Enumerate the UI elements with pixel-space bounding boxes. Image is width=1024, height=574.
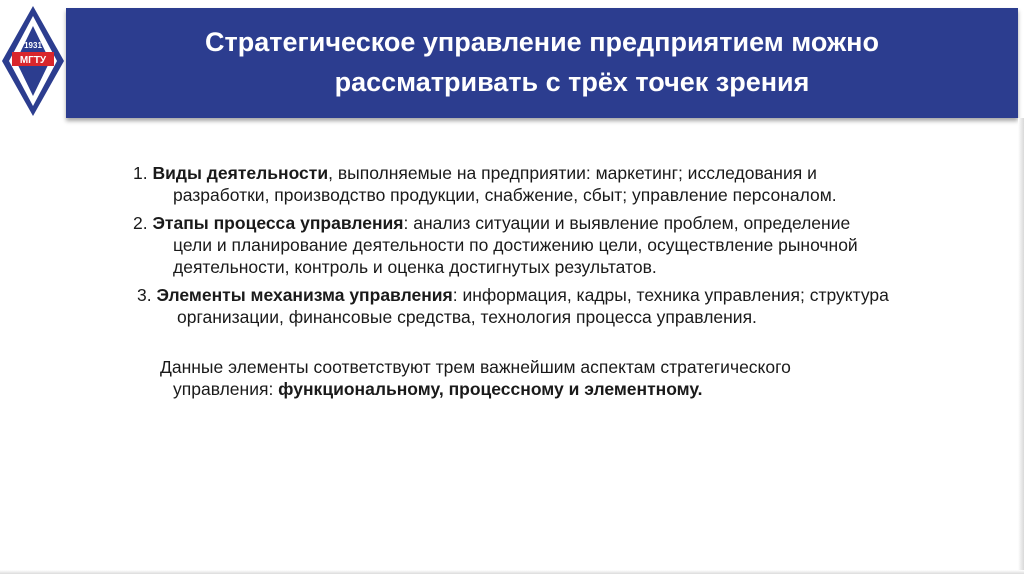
title-line-1: Стратегическое управление предприятием можно (205, 27, 879, 57)
header-bar (66, 8, 1018, 118)
slide-title (66, 22, 1018, 102)
item-text: , выполняемые на предприятии: маркетинг; исследования и разработки, производство продукции, снабжение, сбыт; управление персоналом. (173, 163, 837, 205)
list-item: 3. Элементы механизма управления: информация, кадры, техника управления; структура организации, финансовые средства, технология процесса управления. (137, 285, 889, 327)
svg-text:1931: 1931 (24, 41, 42, 50)
list-item: 2. Этапы процесса управления: анализ ситуации и выявление проблем, определение цели и планирование деятельности по достижению цели, осуществление рыночной деятельности, контроль и оценка достигнутых результатов. (133, 213, 858, 277)
slide-content (133, 162, 893, 418)
page-bottom-shadow (0, 570, 1024, 574)
summary-text: Данные элементы соответствуют трем важнейшим аспектам стратегического управления: (160, 357, 791, 399)
page-edge-shadow (1018, 118, 1024, 574)
university-logo-icon (0, 4, 66, 118)
svg-text:МГТУ: МГТУ (19, 55, 47, 66)
item-text: : информация, кадры, техника управления; структура организации, финансовые средства, технология процесса управления. (177, 285, 889, 327)
item-term: Виды деятельности (152, 163, 329, 183)
summary-paragraph (133, 356, 893, 400)
item-term: Элементы механизма управления (156, 285, 453, 305)
item-term: Этапы процесса управления (152, 213, 404, 233)
summary-emphasis: функциональному, процессному и элементному. (278, 379, 703, 399)
title-line-2: рассматривать с трёх точек зрения (334, 67, 810, 97)
list-item: 1. Виды деятельности, выполняемые на предприятии: маркетинг; исследования и разработки, производство продукции, снабжение, сбыт; управление персоналом. (133, 163, 837, 205)
item-text: : анализ ситуации и выявление проблем, определение цели и планирование деятельности по достижению цели, осуществление рыночной деятельности, контроль и оценка достигнутых результатов. (173, 213, 858, 277)
